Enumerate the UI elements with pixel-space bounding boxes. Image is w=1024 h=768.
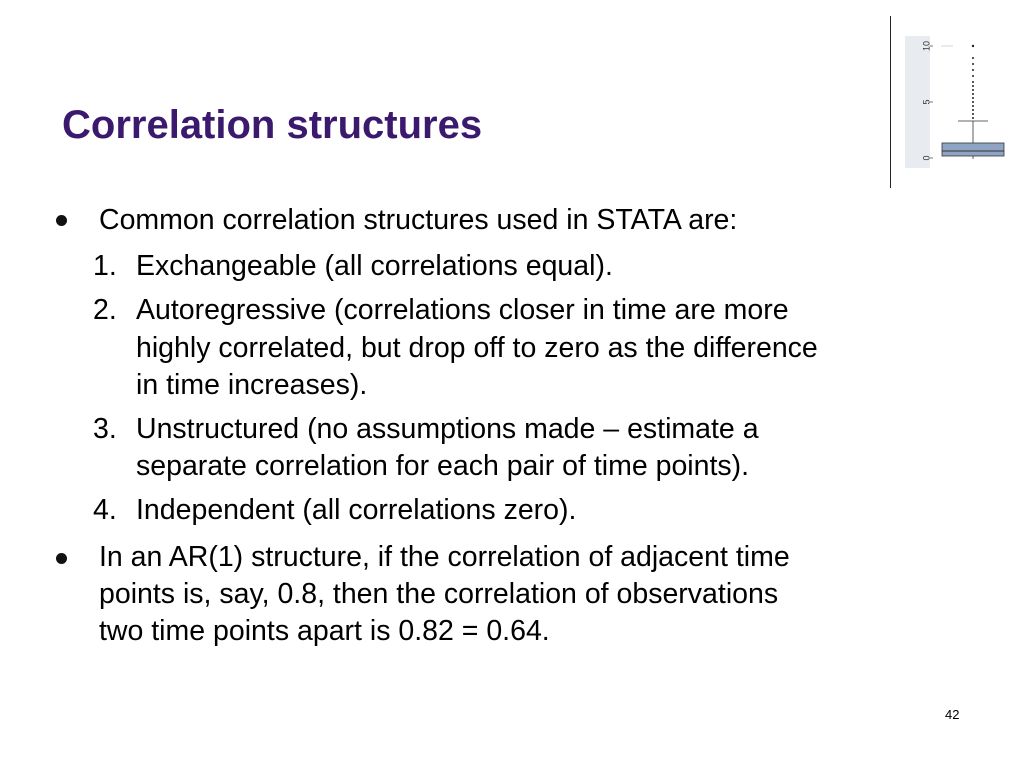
item-3-line-2: separate correlation for each pair of time points).: [136, 450, 750, 482]
slide-title: Correlation structures: [62, 103, 483, 147]
item-2-line-1: Autoregressive (correlations closer in time are more: [136, 294, 789, 326]
item-4-number: 4.: [93, 494, 117, 526]
bullet-marker: [56, 215, 67, 226]
item-3-number: 3.: [93, 413, 117, 445]
tick-label-0: 0: [921, 155, 932, 161]
bullet-2-line-3: two time points apart is 0.82 = 0.64.: [99, 615, 550, 647]
item-4-line-1: Independent (all correlations zero).: [136, 494, 577, 526]
page-number: 42: [945, 707, 960, 722]
item-1-line-1: Exchangeable (all correlations equal).: [136, 250, 613, 282]
bullet-marker: [56, 553, 67, 564]
bullet-2-line-1: In an AR(1) structure, if the correlation of adjacent time: [99, 541, 790, 573]
item-3-line-1: Unstructured (no assumptions made – estimate a: [136, 413, 759, 445]
bullet-2-line-2: points is, say, 0.8, then the correlation of observations: [99, 578, 779, 610]
item-2-line-3: in time increases).: [136, 369, 368, 401]
item-1-number: 1.: [93, 250, 117, 282]
tick-label-10: 10: [921, 40, 932, 52]
tick-label-5: 5: [921, 99, 932, 105]
item-2-line-2: highly correlated, but drop off to zero as the difference: [136, 332, 818, 364]
bullet-1-text: Common correlation structures used in STATA are:: [99, 204, 738, 236]
item-2-number: 2.: [93, 294, 117, 326]
